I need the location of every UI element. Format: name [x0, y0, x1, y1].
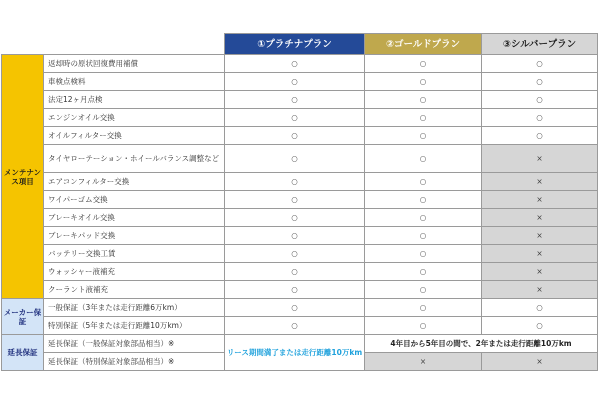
silver-value: × — [482, 227, 598, 245]
gold-value: ○ — [365, 73, 482, 91]
platinum-value: ○ — [225, 173, 365, 191]
item-label: 特別保証（5年または走行距離10万km） — [44, 317, 225, 335]
header-corner — [2, 34, 225, 55]
silver-value: ○ — [482, 317, 598, 335]
table-row — [2, 73, 598, 91]
table-row — [2, 91, 598, 109]
item-label: 延長保証（一般保証対象部品相当）※ — [44, 335, 225, 353]
silver-value: ○ — [482, 109, 598, 127]
platinum-value: ○ — [225, 55, 365, 73]
item-label: オイルフィルター交換 — [44, 127, 225, 145]
gold-value: ○ — [365, 227, 482, 245]
gold-value: ○ — [365, 55, 482, 73]
platinum-value: ○ — [225, 209, 365, 227]
platinum-value: ○ — [225, 227, 365, 245]
table-row — [2, 263, 598, 281]
silver-value: × — [482, 209, 598, 227]
gold-value: ○ — [365, 281, 482, 299]
platinum-value: ○ — [225, 145, 365, 173]
gold-value: ○ — [365, 173, 482, 191]
table-row — [2, 281, 598, 299]
silver-value: × — [482, 173, 598, 191]
table-row — [2, 127, 598, 145]
plan-comparison-table — [1, 33, 598, 371]
table-row — [2, 335, 598, 353]
table-row — [2, 227, 598, 245]
item-label: 延長保証（特別保証対象部品相当）※ — [44, 353, 225, 371]
table-row — [2, 209, 598, 227]
table-row — [2, 299, 598, 317]
table-row — [2, 317, 598, 335]
silver-value: ○ — [482, 127, 598, 145]
silver-value: × — [482, 245, 598, 263]
category-maker: メーカー保証 — [2, 299, 44, 335]
platinum-value: ○ — [225, 91, 365, 109]
category-extended: 延長保証 — [2, 335, 44, 371]
platinum-value: ○ — [225, 317, 365, 335]
gold-value: ○ — [365, 209, 482, 227]
item-label: エンジンオイル交換 — [44, 109, 225, 127]
table-row — [2, 191, 598, 209]
header-gold: ②ゴールドプラン — [365, 34, 482, 55]
item-label: 車検点検料 — [44, 73, 225, 91]
table-row — [2, 173, 598, 191]
silver-value: × — [482, 353, 598, 371]
gold-value: × — [365, 353, 482, 371]
gold-value: ○ — [365, 145, 482, 173]
silver-value: ○ — [482, 91, 598, 109]
header-platinum: ①プラチナプラン — [225, 34, 365, 55]
platinum-extended-note: リース期間満了または走行距離10万km — [225, 335, 365, 371]
table-row — [2, 55, 598, 73]
platinum-value: ○ — [225, 191, 365, 209]
item-label: クーラント液補充 — [44, 281, 225, 299]
platinum-value: ○ — [225, 245, 365, 263]
platinum-value: ○ — [225, 73, 365, 91]
platinum-value: ○ — [225, 299, 365, 317]
item-label: 一般保証（3年または走行距離6万km） — [44, 299, 225, 317]
table-row — [2, 109, 598, 127]
platinum-value: ○ — [225, 127, 365, 145]
gold-value: ○ — [365, 191, 482, 209]
header-row — [2, 34, 598, 55]
gold-value: ○ — [365, 263, 482, 281]
gold-value: ○ — [365, 127, 482, 145]
item-label: ワイパーゴム交換 — [44, 191, 225, 209]
item-label: 法定12ヶ月点検 — [44, 91, 225, 109]
gold-value: ○ — [365, 91, 482, 109]
item-label: タイヤローテーション・ホイールバランス調整など — [44, 145, 225, 173]
gold-silver-extended-note: 4年目から5年目の間で、2年または走行距離10万km — [365, 335, 598, 353]
silver-value: ○ — [482, 55, 598, 73]
item-label: ブレーキパッド交換 — [44, 227, 225, 245]
table-row — [2, 145, 598, 173]
silver-value: × — [482, 263, 598, 281]
header-silver: ③シルバープラン — [482, 34, 598, 55]
category-maintenance: メンテナンス項目 — [2, 55, 44, 299]
item-label: 返却時の原状回復費用補償 — [44, 55, 225, 73]
item-label: ブレーキオイル交換 — [44, 209, 225, 227]
gold-value: ○ — [365, 317, 482, 335]
silver-value: ○ — [482, 73, 598, 91]
item-label: エアコンフィルター交換 — [44, 173, 225, 191]
item-label: バッテリー交換工賃 — [44, 245, 225, 263]
silver-value: × — [482, 145, 598, 173]
table-row — [2, 245, 598, 263]
platinum-value: ○ — [225, 281, 365, 299]
silver-value: × — [482, 191, 598, 209]
item-label: ウォッシャー液補充 — [44, 263, 225, 281]
gold-value: ○ — [365, 299, 482, 317]
platinum-value: ○ — [225, 263, 365, 281]
platinum-value: ○ — [225, 109, 365, 127]
gold-value: ○ — [365, 245, 482, 263]
silver-value: × — [482, 281, 598, 299]
gold-value: ○ — [365, 109, 482, 127]
silver-value: ○ — [482, 299, 598, 317]
